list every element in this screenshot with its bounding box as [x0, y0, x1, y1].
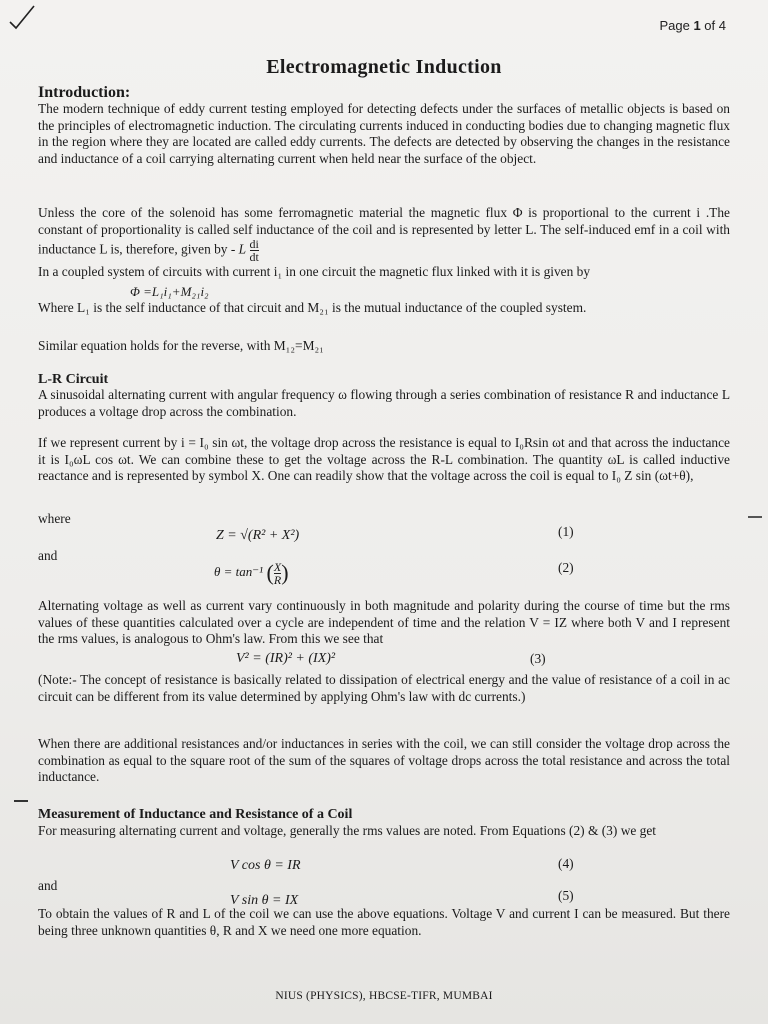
- equation-5: V sin θ = IX: [230, 893, 299, 908]
- lr-paragraph-1: A sinusoidal alternating current with angular frequency ω flowing through a series combination of resistance R and inductance L produces a voltage drop across the combination.: [38, 387, 730, 419]
- introduction-heading: Introduction:: [38, 84, 131, 101]
- emf-fraction: $\frac{di}{dt}$: [249, 237, 259, 264]
- measurement-heading: Measurement of Inductance and Resistance of a Coil: [38, 807, 353, 822]
- lr-paragraph-3: Alternating voltage as well as current vary continuously in both magnitude and polarity during the course of time but the rms values of these quantities calculated over a cycle are independent of time and the relation V = IZ where both V and I represent the rms values, is analogous to Ohm's law. From this we see that: [38, 598, 730, 646]
- reverse-equation-paragraph: Similar equation holds for the reverse, with M₁₂=M₂₁: [38, 338, 324, 353]
- introduction-paragraph: The modern technique of eddy current testing employed for detecting defects under the surfaces of metallic objects is based on the principles of electromagnetic induction. The circulating currents induced in conducting bodies due to changing magnetic flux in the region where they are located are called eddy currents. The defects are detected by observing the changes in the resistance and inductance of a coil carrying alternating current when held near the surface of the object.: [38, 101, 730, 166]
- equation-4-number: (4): [558, 856, 574, 871]
- equation-1: Z = √(R² + X²): [216, 528, 300, 543]
- check-mark-icon: [6, 2, 36, 32]
- measurement-paragraph-1: For measuring alternating current and voltage, generally the rms values are noted. From Equations (2) & (3) we get: [38, 823, 657, 838]
- lr-circuit-heading: L-R Circuit: [38, 372, 109, 387]
- equation-5-number: (5): [558, 888, 574, 903]
- equation-3: V² = (IR)² + (IX)²: [236, 651, 336, 666]
- and-label-2: and: [38, 878, 58, 893]
- equation-3-number: (3): [530, 651, 546, 666]
- equation-4: V cos θ = IR: [230, 858, 301, 873]
- note-paragraph: (Note:- The concept of resistance is basically related to dissipation of electrical energy and the value of resistance of a coil in ac circuit can be different from its value determined by applying Ohm's law with dc currents.): [38, 672, 730, 704]
- page-footer: NIUS (PHYSICS), HBCSE-TIFR, MUMBAI: [275, 990, 493, 1002]
- equation-2-number: (2): [558, 560, 574, 575]
- measurement-paragraph-2: To obtain the values of R and L of the coil we can use the above equations. Voltage V and current I can be measured. But there being three unknown quantities θ, R and X we need one more equation.: [38, 906, 730, 938]
- flux-equation: Φ =L₁i₁+M₂₁i₂: [130, 284, 209, 299]
- margin-mark-right: [748, 516, 762, 518]
- document-title: Electromagnetic Induction: [266, 56, 502, 78]
- self-inductance-paragraph: Unless the core of the solenoid has some ferromagnetic material the magnetic flux Φ is proportional to the current i .The constant of proportionality is called self inductance of the coil and is represented by letter L. The self-induced emf in a coil with inductance L is, therefore, given by - L $\frac{di}{dt}$: [38, 205, 730, 264]
- page-number: Page 1 of 4: [659, 18, 726, 33]
- where-label: where: [38, 511, 71, 526]
- coupled-system-paragraph: In a coupled system of circuits with current i₁ in one circuit the magnetic flux linked with it is given by: [38, 264, 591, 279]
- and-label-1: and: [38, 548, 58, 563]
- mutual-inductance-paragraph: Where L₁ is the self inductance of that circuit and M₂₁ is the mutual inductance of the coupled system.: [38, 300, 587, 315]
- lr-paragraph-4: When there are additional resistances and/or inductances in series with the coil, we can still consider the voltage drop across the combination as equal to the square root of the sum of the squares of voltage drops across the total resistance and across the total inductance.: [38, 736, 730, 784]
- lr-paragraph-2: If we represent current by i = I₀ sin ωt, the voltage drop across the resistance is equal to I₀Rsin ωt and that across the inductance it is I₀ωL cos ωt. We can combine these to get the voltage across the R-L combination. The quantity ωL is called inductive reactance and is represented by symbol X. One can readily show that the voltage across the coil is equal to I₀ Z sin (ωt+θ),: [38, 435, 730, 483]
- margin-mark: [14, 800, 28, 802]
- equation-2: θ = tan⁻¹ ( $\frac{X}{R}$ ): [214, 559, 289, 587]
- equation-1-number: (1): [558, 524, 574, 539]
